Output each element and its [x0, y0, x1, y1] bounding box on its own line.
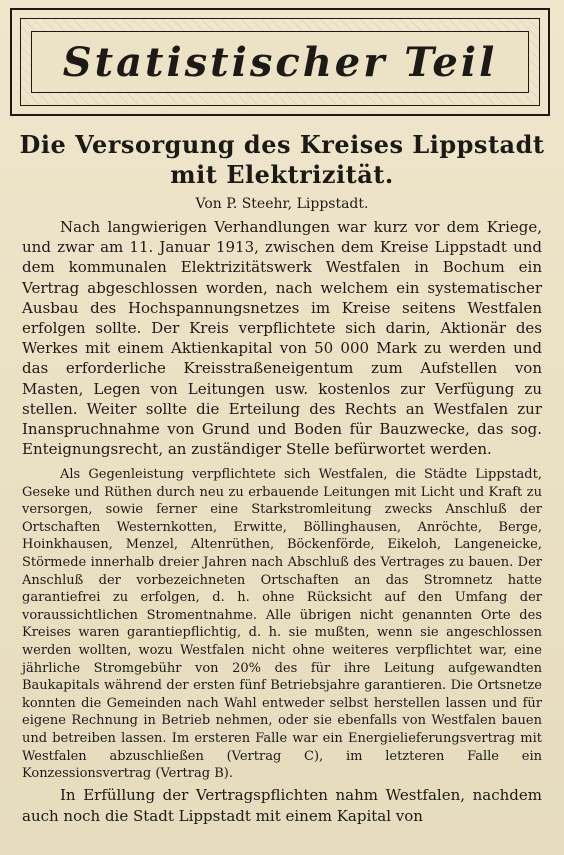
paragraph-text: Als Gegenleistung verpflichtete sich Westfalen, die Städte Lippstadt, Geseke und Rüthen durch neu zu erbauende Leitungen mit Licht und Kraft zu versorgen, sowie ferner eine Starkstromleitung zwecks Anschluß der Ortschaften Westernkotten, Erwitte, Böllinghausen, Anröchte, Berge, Hoinkhausen, Menzel, Altenrüthen, Böckenförde, Eikeloh, Langeneicke, Störmede innerhalb dreier Jahren nach Abschluß des Vertrages zu bauen. Der Anschluß der vorbezeichneten Ortschaften an das Stromnetz hatte garantiefrei zu erfolgen, d. h. ohne Rücksicht auf den Umfang der voraussichtlichen Stromentnahme. Alle übrigen nicht genannten Orte des Kreises waren garantiepflichtig, d. h. sie mußten, wenn sie angeschlossen werden wollten, wozu Westfalen nicht ohne weiteres verpflichtet war, eine jährliche Stromgebühr von 20% des für ihre Leitung aufgewandten Baukapitals während der ersten fünf Betriebsjahre garantieren. Die Ortsnetze konnten die Gemeinden nach Wahl entweder selbst herstellen lassen und für eigene Rechnung in Betrieb nehmen, oder sie ebenfalls von Westfalen bauen und betreiben lassen. Im ersteren Falle war ein Energielieferungsvertrag mit Westfalen abzuschließen (Vertrag C), im letzteren Falle ein Konzessionsvertrag (Vertrag B).	[22, 467, 542, 782]
article-title-line-1: Die Versorgung des Kreises Lippstadt	[19, 130, 545, 159]
byline: Von P. Steehr, Lippstadt.	[195, 196, 369, 212]
paragraph-text: Nach langwierigen Verhandlungen war kurz vor dem Kriege, und zwar am 11. Januar 1913, zwischen dem Kreise Lippstadt und dem kommunalen Elektrizitätswerk Westfalen in Bochum ein Vertrag abgeschlossen worden, nach welchem ein systematischer Ausbau des Hochspannungsnetzes im Kreise seitens Westfalen erfolgen sollte. Der Kreis verpflichtete sich darin, Aktionär des Werkes mit einem Aktienkapital von 50 000 Mark zu werden und das erforderliche Kreisstraßeneigentum zum Aufstellen von Masten, Legen von Leitungen usw. kostenlos zur Verfügung zu stellen. Weiter sollte die Erteilung des Rechts an Westfalen zur Inanspruchnahme von Grund und Boden für Bauzwecke, das sog. Enteignungsrecht, an zuständiger Stelle befürwortet werden.	[22, 218, 542, 459]
paragraph-text: In Erfüllung der Vertragspflichten nahm Westfalen, nachdem auch noch die Stadt Lippstadt mit einem Kapital von	[22, 786, 542, 825]
ornamental-header-frame	[10, 8, 550, 116]
body-paragraph-2-small-print	[22, 466, 542, 783]
section-title: Statistischer Teil	[62, 38, 498, 86]
body-paragraph-3	[22, 785, 542, 827]
article-title-line-2: mit Elektrizität.	[170, 160, 394, 189]
article-title	[18, 130, 546, 190]
ornamental-border	[20, 18, 540, 106]
body-paragraph-1	[22, 217, 542, 459]
section-title-box	[31, 31, 529, 93]
